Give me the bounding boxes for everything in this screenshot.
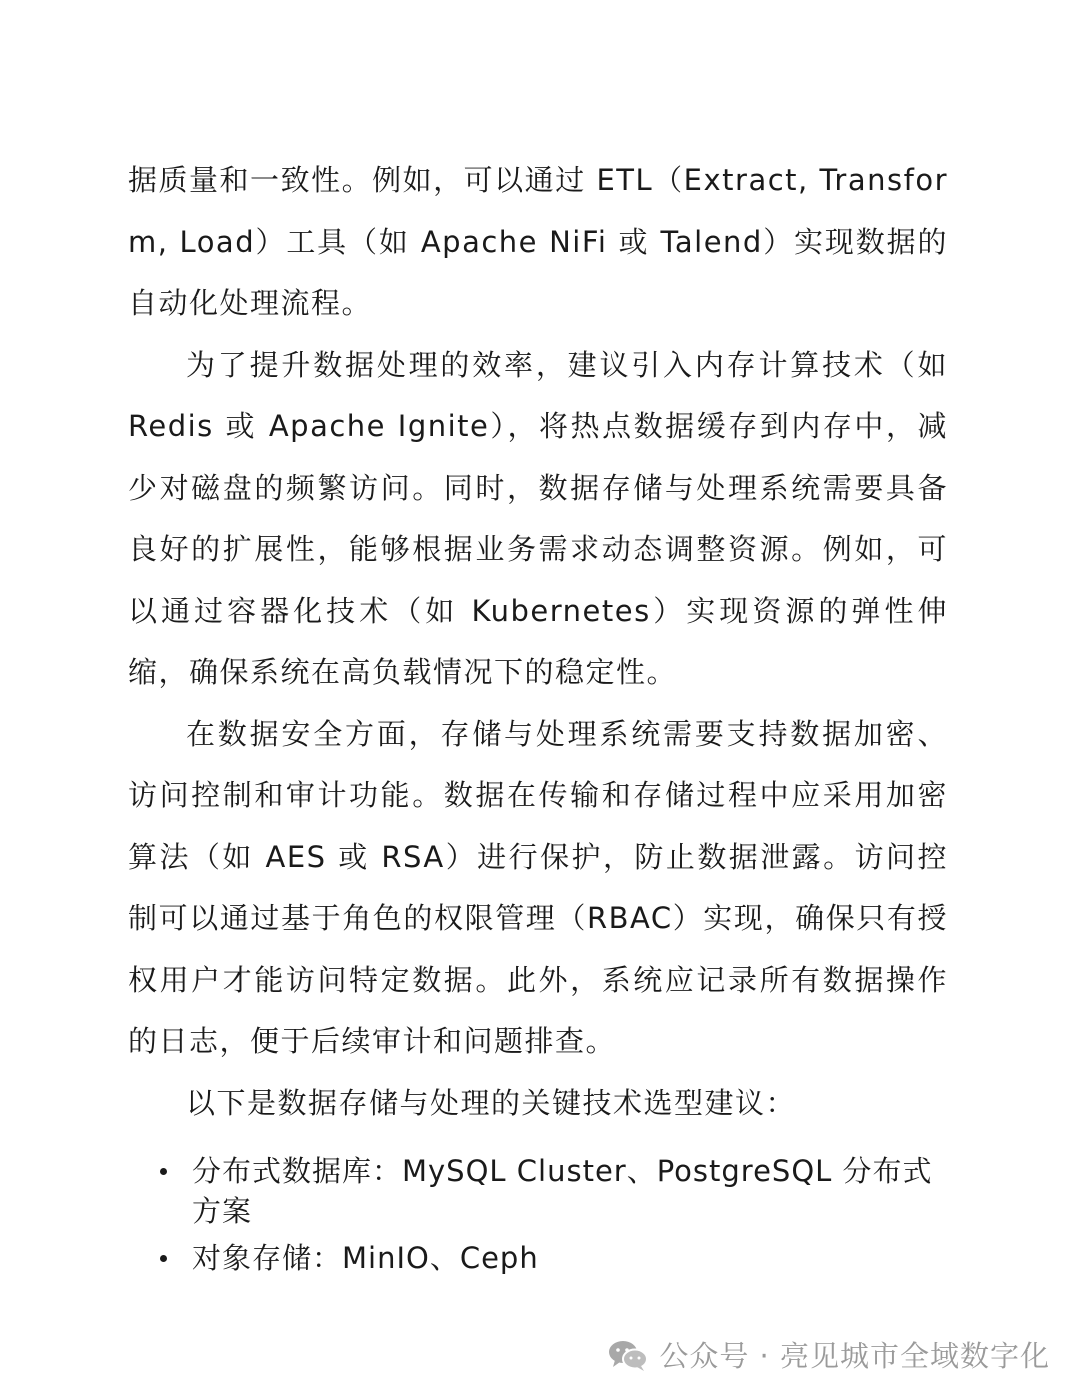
paragraph-data-security: 在数据安全方面，存储与处理系统需要支持数据加密、访问控制和审计功能。数据在传输和存储过程中应采用加密算法（如 AES 或 RSA）进行保护，防止数据泄露。访问控制可以通过基于角色的权限管理（RBAC）实现，确保只有授权用户才能访问特定数据。此外，系统应记录所有数据操作的日志，便于后续审计和问题排查。 (128, 716, 948, 1058)
watermark (607, 1334, 1050, 1375)
list-item (128, 1238, 948, 1278)
bullet-icon (160, 1168, 167, 1175)
paragraph-etl: 据质量和一致性。例如，可以通过 ETL（Extract, Transform, Load）工具（如 Apache NiFi 或 Talend）实现数据的自动化处理流程。 (128, 163, 948, 320)
tech-selection-list (128, 1151, 948, 1278)
wechat-icon (607, 1338, 649, 1372)
list-item (128, 1151, 948, 1228)
list-item-text: 分布式数据库：MySQL Cluster、PostgreSQL 分布式方案 (192, 1153, 933, 1228)
watermark-text: 公众号 · 亮见城市全域数字化 (659, 1339, 1050, 1373)
tech-selection-intro: 以下是数据存储与处理的关键技术选型建议： (186, 1085, 797, 1120)
list-item-text: 对象存储：MinIO、Ceph (192, 1240, 539, 1275)
document-page (128, 150, 948, 1325)
paragraph-memory-computing: 为了提升数据处理的效率，建议引入内存计算技术（如 Redis 或 Apache Ignite），将热点数据缓存到内存中，减少对磁盘的频繁访问。同时，数据存储与处理系统需要具备良好的扩展性，能够根据业务需求动态调整资源。例如，可以通过容器化技术（如 Kubernetes）实现资源的弹性伸缩，确保系统在高负载情况下的稳定性。 (128, 347, 948, 689)
bullet-icon (160, 1255, 167, 1262)
